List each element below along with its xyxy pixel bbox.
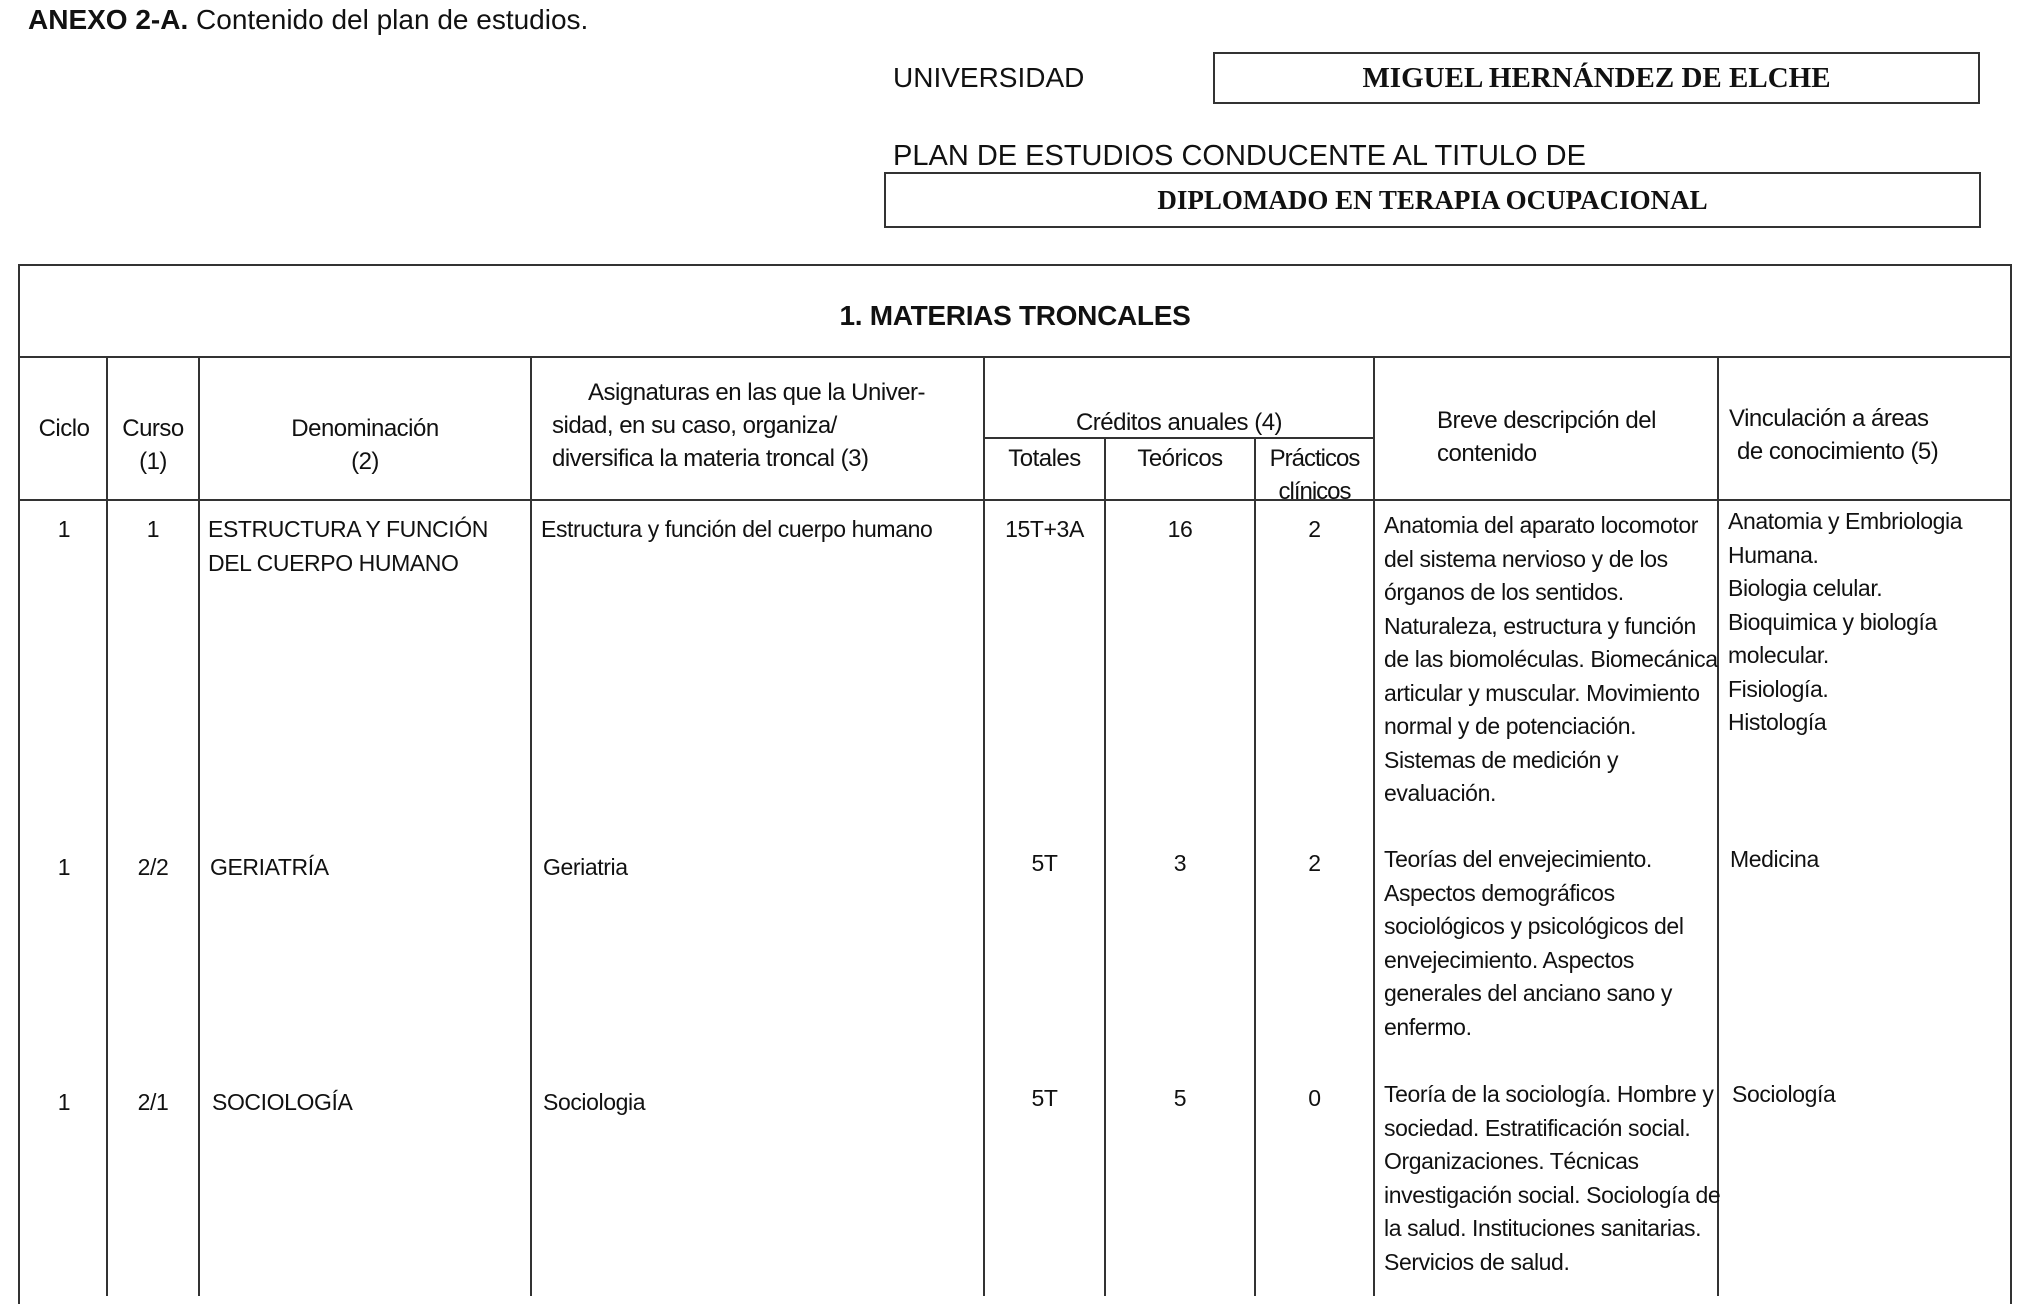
degree-title-box [884,172,1981,228]
row3-desc-line-1: Teoría de la sociología. Hombre y [1384,1081,1714,1107]
row1-totales: 15T+3A [1005,516,1084,542]
row1-vinc-line-1: Anatomia y Embriologia [1728,508,1963,534]
header-vinculacion-line-2: de conocimiento (5) [1737,438,1939,465]
row3-denominacion: SOCIOLOGÍA [212,1089,353,1115]
row3-teoricos: 5 [1173,1085,1187,1111]
row1-vinc-line-2: Humana. [1728,541,1819,568]
row3-ciclo: 1 [57,1089,71,1115]
header-denominacion-line-1: Denominación [291,415,439,442]
header-totales: Totales [1008,445,1081,472]
title-divider [18,356,2012,358]
row1-denominacion-line-1: ESTRUCTURA Y FUNCIÓN [208,516,488,542]
section-title: 1. MATERIAS TRONCALES [839,300,1191,331]
row1-vinc-line-3: Biologia celular. [1728,575,1883,601]
col-divider-2 [198,356,200,1296]
university-label: UNIVERSIDAD [893,62,1085,93]
row1-desc-line-6: articular y muscular. Movimiento [1384,679,1700,706]
university-name-box [1213,52,1980,104]
row1-vinc-line-7: Histología [1728,709,1827,735]
header-practicos-line-2: clínicos [1278,478,1351,505]
row2-ciclo: 1 [57,854,71,880]
row1-vinc-line-5: molecular. [1728,642,1829,668]
row2-denominacion: GERIATRÍA [210,854,329,880]
header-curso-line-1: Curso [122,415,184,442]
row1-desc-line-7: normal y de potenciación. [1384,713,1637,739]
row1-desc-line-3: órganos de los sentidos. [1384,579,1624,605]
row2-desc-line-2: Aspectos demográficos [1384,879,1615,906]
plan-label: PLAN DE ESTUDIOS CONDUCENTE AL TITULO DE [893,140,1586,172]
row1-desc-line-9: evaluación. [1384,780,1496,806]
header-ciclo: Ciclo [38,415,90,442]
col-divider-4 [983,356,985,1296]
header-denominacion-line-2: (2) [351,448,379,475]
col-divider-8 [1717,356,1719,1296]
col-divider-7 [1373,356,1375,1296]
row3-totales: 5T [1031,1085,1058,1111]
header-curso [108,412,198,478]
header-teoricos: Teóricos [1137,445,1223,472]
row3-vinculacion: Sociología [1732,1081,1836,1107]
annex-text: Contenido del plan de estudios. [188,4,589,35]
row2-descripcion [1384,843,1714,1044]
row2-asignatura: Geriatria [543,854,628,880]
row2-desc-line-4: envejecimiento. Aspectos [1384,946,1634,973]
header-asignaturas [552,376,972,475]
row2-desc-line-6: enfermo. [1384,1013,1472,1040]
row1-vinc-line-6: Fisiología. [1728,675,1829,702]
row1-desc-line-2: del sistema nervioso y de los [1384,545,1668,572]
header-descripcion [1375,404,1717,470]
header-practicos [1256,442,1373,508]
header-descripcion-line-1: Breve descripción del [1437,407,1656,434]
header-asignaturas-line-3: diversifica la materia troncal (3) [552,445,869,472]
header-divider [18,499,2012,501]
row3-curso: 2/1 [137,1089,169,1115]
row1-descripcion [1384,509,1718,811]
row1-vinculacion [1728,505,2010,740]
row1-asignatura: Estructura y función del cuerpo humano [541,516,933,542]
row2-vinculacion: Medicina [1730,846,1819,872]
row3-asignatura: Sociologia [543,1089,646,1115]
row2-desc-line-5: generales del anciano sano y [1384,980,1673,1006]
row1-desc-line-4: Naturaleza, estructura y función [1384,612,1696,639]
row2-totales: 5T [1031,850,1058,876]
row2-practicos: 2 [1308,850,1321,876]
row3-desc-line-2: sociedad. Estratificación social. [1384,1114,1691,1141]
header-creditos: Créditos anuales (4) [1075,409,1283,436]
row1-desc-line-5: de las biomoléculas. Biomecánica [1384,646,1718,672]
row1-practicos: 2 [1308,516,1321,542]
row1-desc-line-8: Sistemas de medición y [1384,746,1619,773]
annex-heading [28,4,588,36]
row1-denominacion-line-2: DEL CUERPO HUMANO [208,549,459,576]
header-asignaturas-line-2: sidad, en su caso, organiza/ [552,412,837,439]
row3-desc-line-5: la salud. Instituciones sanitarias. [1384,1215,1702,1241]
header-curso-line-2: (1) [139,448,167,475]
row1-curso: 1 [146,516,160,542]
header-vinculacion-line-1: Vinculación a áreas [1729,405,1929,432]
row3-desc-line-3: Organizaciones. Técnicas [1384,1148,1639,1174]
row2-desc-line-3: sociológicos y psicológicos del [1384,913,1684,939]
row1-vinc-line-4: Bioquimica y biología [1728,608,1937,635]
row3-descripcion [1384,1078,1721,1279]
row3-desc-line-4: investigación social. Sociología de [1384,1181,1721,1208]
row3-desc-line-6: Servicios de salud. [1384,1248,1570,1275]
row1-teoricos: 16 [1167,516,1193,542]
annex-prefix: ANEXO 2-A. [28,4,189,35]
header-descripcion-line-2: contenido [1437,440,1537,467]
header-vinculacion [1719,402,2012,468]
row1-desc-line-1: Anatomia del aparato locomotor [1384,512,1699,538]
header-practicos-line-1: Prácticos [1269,445,1360,472]
header-denominacion [200,412,530,478]
degree-title: DIPLOMADO EN TERAPIA OCUPACIONAL [1157,184,1708,215]
row3-practicos: 0 [1308,1085,1321,1111]
header-asignaturas-line-1: Asignaturas en las que la Univer- [588,379,926,406]
col-divider-3 [530,356,532,1296]
row1-ciclo: 1 [57,516,71,542]
row1-denominacion [208,513,528,580]
col-divider-1 [106,356,108,1296]
university-name: MIGUEL HERNÁNDEZ DE ELCHE [1362,61,1831,94]
row2-desc-line-1: Teorías del envejecimiento. [1384,846,1652,872]
row2-curso: 2/2 [137,854,169,880]
row2-teoricos: 3 [1173,850,1187,876]
